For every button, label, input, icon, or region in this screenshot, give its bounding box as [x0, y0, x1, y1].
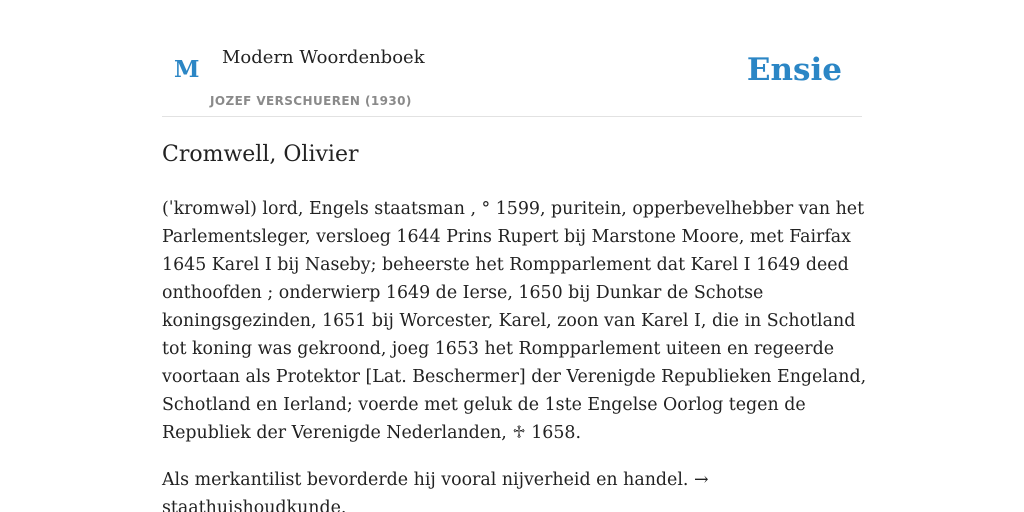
dictionary-header [162, 0, 862, 117]
dictionary-logo[interactable]: M [174, 56, 200, 83]
cross-reference-link[interactable]: staathuishoudkunde. [162, 498, 347, 512]
entry-paragraph-2-text: Als merkantilist bevorderde hij vooral nijverheid en handel. → [162, 470, 709, 490]
entry-content [162, 140, 867, 512]
dictionary-title[interactable]: Modern Woordenboek [222, 47, 425, 68]
entry-paragraph-1: (ˈkromwəl) lord, Engels staatsman , ° 1599, puritein, opperbevelhebber van het Parlementsleger, versloeg 1644 Prins Rupert bij Marstone Moore, met Fairfax 1645 Karel I bij Naseby; beheerste het Rompparlement dat Karel I 1649 deed onthoofden ; onderwierp 1649 de Ierse, 1650 bij Dunkar de Schotse koningsgezinden, 1651 bij Worcester, Karel, zoon van Karel I, die in Schotland tot koning was gekroond, joeg 1653 het Rompparlement uiteen en regeerde voortaan als Protektor [Lat. Beschermer] der Verenigde Republieken Engeland, Schotland en Ierland; voerde met geluk de 1ste Engelse Oorlog tegen de Republiek der Verenigde Nederlanden, ♱ 1658. [162, 199, 867, 443]
ensie-logo-link[interactable]: Ensie [746, 52, 842, 88]
dictionary-author: JOZEF VERSCHUEREN (1930) [210, 94, 412, 108]
entry-title: Cromwell, Olivier [162, 142, 359, 167]
entry-paragraph-2 [162, 466, 867, 512]
